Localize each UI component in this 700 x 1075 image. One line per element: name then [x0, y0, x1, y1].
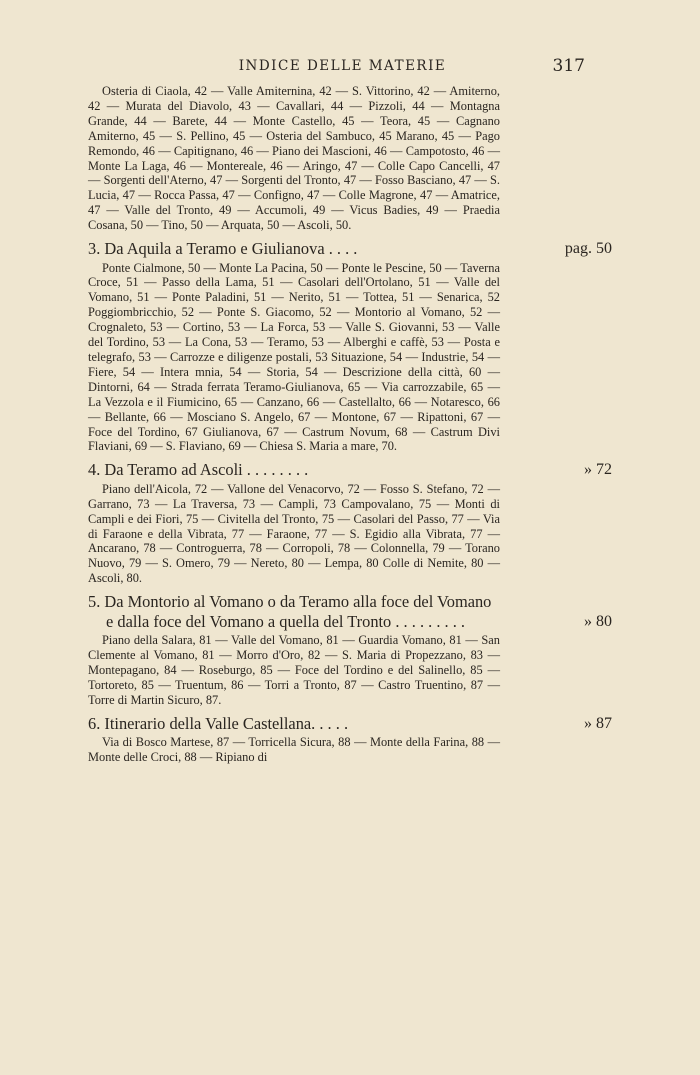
- section-title: 6. Itinerario della Valle Castellana. . . . .: [88, 713, 349, 733]
- section-heading: [88, 713, 612, 734]
- page-reference: » 80: [584, 612, 612, 630]
- section-title: 5. Da Montorio al Vomano o da Teramo alla foce del Vomano e dalla foce del Vomano a quella del Tronto . . . . . . . . .: [88, 592, 492, 631]
- section-5: [88, 592, 612, 708]
- index-content: [88, 84, 612, 765]
- section-body: Piano dell'Aicola, 72 — Vallone del Venacorvo, 72 — Fosso S. Stefano, 72 — Garrano, 73 — La Traversa, 73 — Campli, 73 Campovalano, 75 — Monti di Campli e dei Fiori, 75 — Civitella del Tronto, 75 — Casolari del Passo, 77 — Via di Faraone e della Vibrata, 77 — Faraone, 77 — S. Egidio alla Vibrata, 77 — Ancarano, 78 — Controguerra, 78 — Corropoli, 78 — Colonnella, 79 — Torano Nuovo, 79 — S. Omero, 79 — Nereto, 80 — Lempa, 80 Colle di Nemite, 80 — Ascoli, 80.: [88, 481, 500, 586]
- page-reference: » 72: [584, 461, 612, 479]
- section-6: [88, 713, 612, 765]
- section-body: Via di Bosco Martese, 87 — Torricella Sicura, 88 — Monte della Farina, 88 — Monte delle Croci, 88 — Ripiano di: [88, 735, 500, 765]
- section-heading: [88, 239, 612, 259]
- page-reference: pag. 50: [564, 240, 612, 258]
- section-4: [88, 460, 612, 586]
- section-body: Piano della Salara, 81 — Valle del Vomano, 81 — Guardia Vomano, 81 — San Clemente al Vomano, 81 — Morro d'Oro, 82 — S. Maria di Propezzano, 83 — Montepagano, 84 — Roseburgo, 85 — Foce del Tordino e del Salinello, 85 — Tortoreto, 85 — Truentum, 86 — Torri a Tronto, 87 — Castro Truentino, 87 — Torre di Martin Sicuro, 87.: [88, 633, 500, 707]
- section-heading: [88, 460, 612, 480]
- page-reference: » 87: [584, 714, 612, 732]
- section-title: 4. Da Teramo ad Ascoli . . . . . . . .: [88, 460, 309, 480]
- page-number: 317: [552, 56, 585, 76]
- section-title: 3. Da Aquila a Teramo e Giulianova . . . .: [88, 239, 358, 259]
- page-header: [100, 56, 585, 78]
- section-3: [88, 239, 612, 454]
- running-head: INDICE DELLE MATERIE: [238, 58, 447, 74]
- section-heading: [88, 592, 612, 631]
- section-body: Ponte Cialmone, 50 — Monte La Pacina, 50 — Ponte le Pescine, 50 — Taverna Croce, 51 — Passo della Lama, 51 — Casolari dell'Ortolano, 51 — Valle del Vomano, 51 — Ponte Paladini, 51 — Nerito, 51 — Tottea, 51 — Senarica, 52 Poggiombricchio, 52 — Ponte S. Giacomo, 52 — Montorio al Vomano, 52 — Crognaleto, 53 — Cortino, 53 — La Forca, 53 — Valle S. Giovanni, 53 — Valle del Tordino, 53 — La Cona, 53 — Teramo, 53 — Alberghi e caffè, 53 — Posta e telegrafo, 53 — Carrozze e diligenze postali, 53 Situazione, 54 — Industrie, 54 — Fiere, 54 — Intera mnia, 54 — Storia, 54 — Descrizione della città, 60 — Dintorni, 64 — Strada ferrata Teramo-Giulianova, 65 — Via carrozzabile, 65 — La Vezzola e il Fiumicino, 65 — Canzano, 66 — Castellalto, 66 — Notaresco, 66 — Bellante, 66 — Mosciano S. Angelo, 67 — Montone, 67 — Ripattoni, 67 — Foce del Tordino, 67 Giulianova, 67 — Castrum Novum, 68 — Castrum Divi Flaviani, 69 — S. Flaviano, 69 — Chiesa S. Maria a mare, 70.: [88, 260, 500, 454]
- intro-paragraph: Osteria di Ciaola, 42 — Valle Amiternina, 42 — S. Vittorino, 42 — Amiterno, 42 — Murata del Diavolo, 43 — Cavallari, 44 — Pizzoli, 44 — Montagna Grande, 44 — Barete, 44 — Monte Castello, 45 — Teora, 45 — Cagnano Amiterno, 45 — S. Pellino, 45 — Osteria del Sambuco, 45 Marano, 45 — Pago Remondo, 46 — Capitignano, 46 — Piano dei Mascioni, 46 — Campotosto, 46 — Monte La Laga, 46 — Montereale, 46 — Aringo, 47 — Colle Capo Cancelli, 47 — Sorgenti dell'Aterno, 47 — Sorgenti del Tronto, 47 — Fosso Basciano, 47 — S. Lucia, 47 — Rocca Passa, 47 — Configno, 47 — Colle Magrone, 47 — Amatrice, 47 — Valle del Tronto, 49 — Accumoli, 49 — Vicus Badies, 49 — Praedia Cosana, 50 — Tino, 50 — Arquata, 50 — Ascoli, 50.: [88, 84, 500, 233]
